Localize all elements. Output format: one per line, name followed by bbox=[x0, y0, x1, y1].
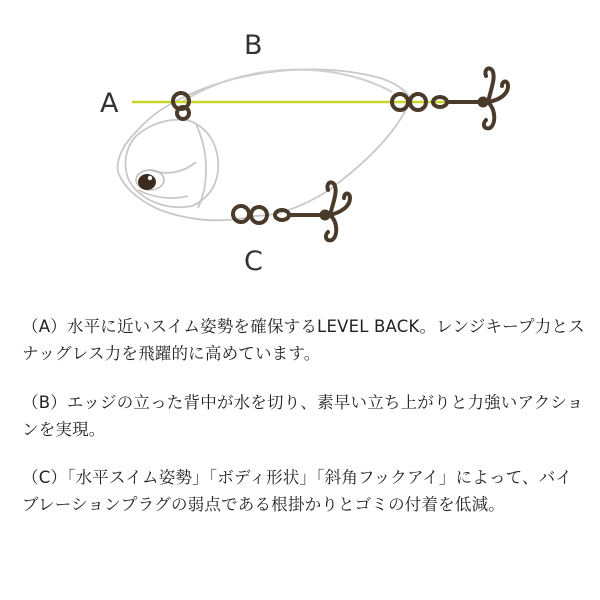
lure-gill-line bbox=[196, 124, 206, 208]
belly-hook-assembly bbox=[233, 206, 330, 223]
eye-icon bbox=[136, 170, 164, 190]
lure-diagram bbox=[0, 0, 600, 290]
description-b: （B）エッジの立った背中が水を切り、素早い立ち上がりと力強いアクションを実現。 bbox=[22, 393, 584, 439]
label-c: C bbox=[244, 246, 263, 277]
line-tie-a bbox=[173, 93, 189, 119]
lure-head-plate bbox=[126, 120, 219, 208]
rear-treble-hook-icon bbox=[484, 68, 508, 128]
label-a: A bbox=[100, 88, 119, 119]
lure-body bbox=[118, 69, 410, 220]
belly-treble-hook-icon bbox=[326, 182, 350, 240]
label-b: B bbox=[244, 30, 263, 61]
description-c: （C）「水平スイム姿勢」「ボディ形状」「斜角フックアイ」によって、バイブレーションプラグの弱点である根掛かりとゴミの付着を低減。 bbox=[22, 468, 573, 514]
description-a: （A）水平に近いスイム姿勢を確保するLEVEL BACK。レンジキープ力とスナッグレス力を飛躍的に高めています。 bbox=[22, 317, 585, 363]
